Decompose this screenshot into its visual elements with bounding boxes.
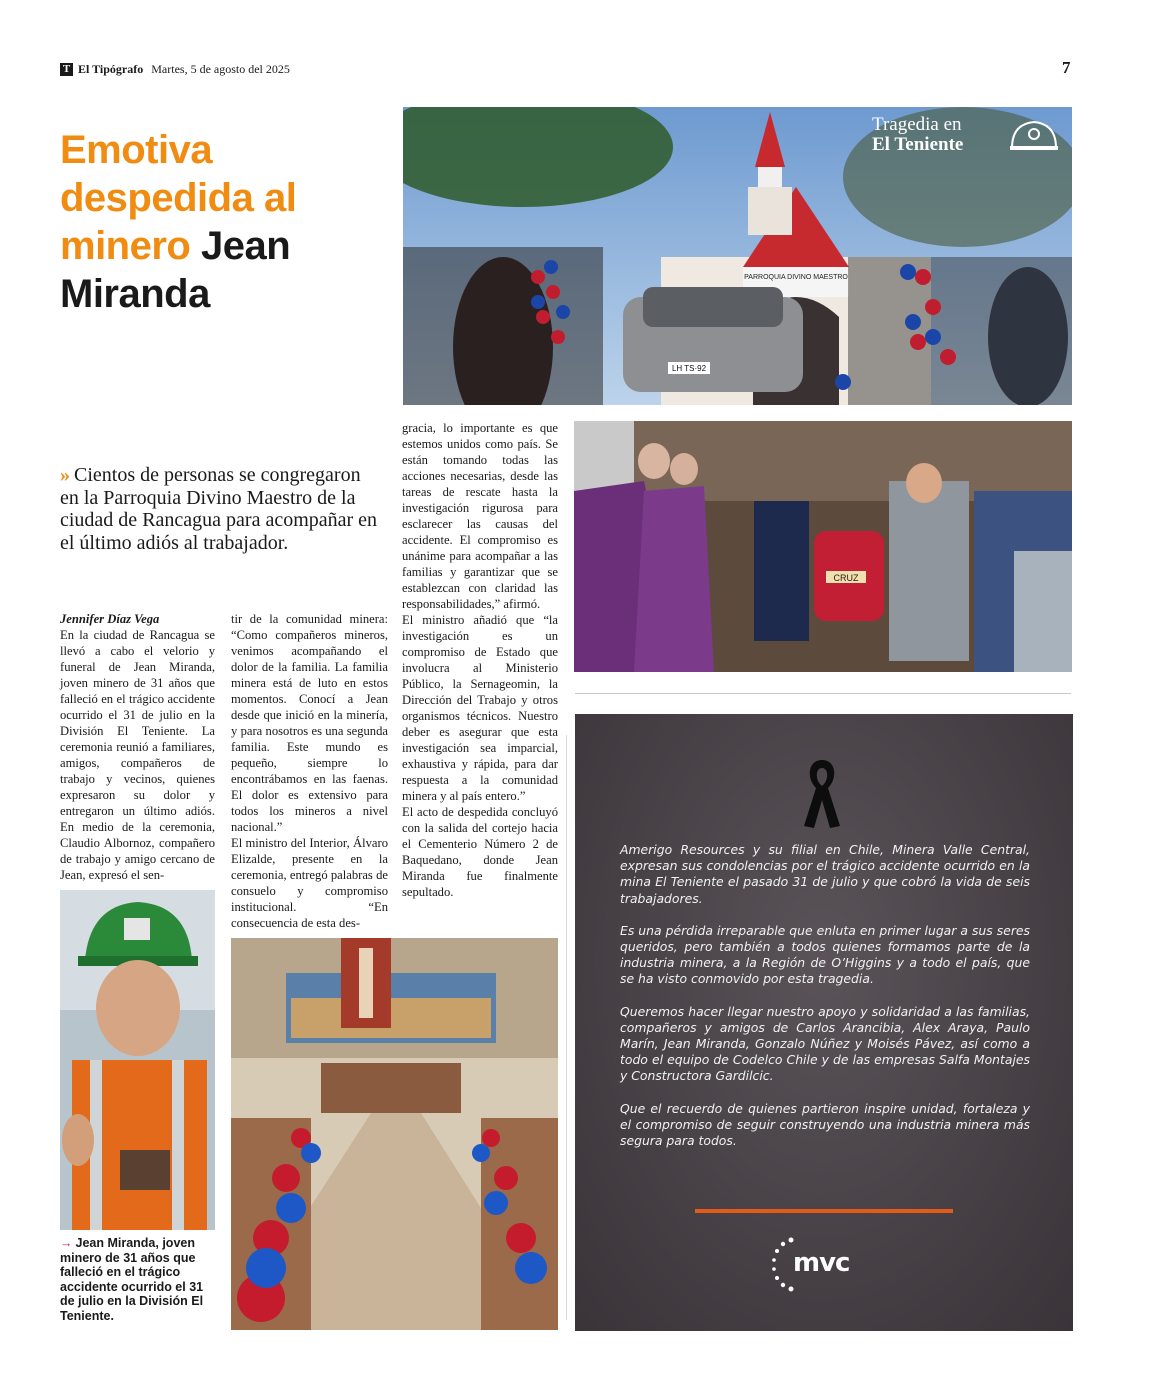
publication-name: El Tipógrafo — [78, 61, 144, 76]
issue-date: Martes, 5 de agosto del 2025 — [151, 61, 290, 76]
article-column-1 — [60, 611, 215, 883]
lede-text: Cientos de personas se congregaron en la Parroquia Divino Maestro de la ciudad de Rancagua para acompañar en el último adiós al trabajador. — [60, 464, 378, 554]
mourning-ribbon-icon — [800, 752, 844, 832]
section-divider — [575, 693, 1071, 694]
article-paragraph: tir de la comunidad minera: “Como compañeros mineros, venimos acompañando el dolor de la familia. La familia minera está de luto en estos momentos. Conocí a Jean desde que inició en la minería, y para nosotros es una segunda familia. Este mundo es pequeño, siempre lo encontrábamos en las faenas. El dolor es extensivo para todos los mineros a nivel nacional.” — [231, 612, 388, 834]
page-number: 7 — [1062, 58, 1071, 77]
condolence-paragraph: Es una pérdida irreparable que enluta en primer lugar a sus seres queridos, pero también a todos quienes formamos parte de la industria minera, a la Región de O’Higgins y a todo el país, que se ha visto conmovido por esta tragedia. — [620, 922, 1030, 987]
mvc-logo — [771, 1236, 881, 1292]
section-tag — [872, 115, 963, 155]
condolence-notice — [575, 714, 1073, 1331]
article-paragraph: El ministro añadió que “la investigación es un compromiso de Estado que involucra al Ministerio Público, la Sernageomin, la Dirección del Trabajo y otros organismos técnicos. Nuestro deber es asegurar que esta investigación sea imparcial, exhaustiva y rápida, para dar respuesta a la comunidad minera y al país entero.” — [402, 613, 558, 803]
article-paragraph: gracia, lo importante es que estemos unidos como país. Se están tomando todas las acciones necesarias, desde las tareas de rescate hasta la investigación rigurosa para esclarecer las causas del accidente. El compromiso es unánime para acompañar a las familias y garantizar que se establezcan con claridad las responsabilidades,” afirmó. — [402, 421, 558, 611]
logo-text: mvc — [793, 1248, 850, 1278]
article-paragraph: El acto de despedida concluyó con la salida del cortejo hacia el Cementerio Número 2 de Baquedano, donde Jean Miranda fue finalmente sepultado. — [402, 805, 558, 899]
article-column-3 — [402, 420, 558, 900]
headline-name: Jean Miranda — [60, 224, 291, 316]
church-sign: PARROQUIA DIVINO MAESTRO — [744, 274, 848, 281]
lede — [60, 464, 380, 554]
headline — [60, 126, 390, 318]
funeral-procession-photo — [574, 421, 1072, 672]
headline-highlight: Emotiva despedida al minero — [60, 128, 297, 268]
article-paragraph: El ministro del Interior, Álvaro Elizalde, presente en la ceremonia, entregó palabras de consuelo y compromiso institucional. “En consecuencia de esta des- — [231, 836, 388, 930]
condolence-paragraph: Queremos hacer llegar nuestro apoyo y solidaridad a las familias, compañeros y amigos de Carlos Arancibia, Alex Araya, Paulo Marín, Jean Miranda, Gonzalo Núñez y Moisés Pávez, así como a todo el equipo de Codelco Chile y de las empresas Salfa Montajes y Constructora Gardilcic. — [620, 1003, 1030, 1084]
section-tag-line2: El Teniente — [872, 134, 964, 155]
masthead — [60, 60, 290, 78]
quote-mark-icon: » — [60, 464, 70, 486]
photo-caption — [60, 1236, 220, 1323]
arrow-right-icon: → — [60, 1236, 73, 1250]
coffin-text: CRUZ — [833, 573, 859, 583]
accent-bar — [695, 1209, 953, 1213]
publication-logo: T — [60, 63, 73, 76]
article-column-2 — [231, 611, 388, 931]
car-plate: LH TS·92 — [671, 364, 707, 373]
church-interior-photo — [231, 938, 558, 1330]
condolence-paragraph: Que el recuerdo de quienes partieron inspire unidad, fortaleza y el compromiso de seguir construyendo una industria minera más segura para todos. — [620, 1100, 1030, 1149]
article-paragraph: En la ciudad de Rancagua se llevó a cabo el velorio y funeral de Jean Miranda, joven minero de 31 años que falleció en el trágico accidente ocurrido el 31 de julio en la División El Teniente. La ceremonia reunió a familiares, amigos, compañeros de trabajo y vecinos, quienes expresaron su dolor y entregaron un último adiós. En medio de la ceremonia, Claudio Albornoz, compañero de trabajo y amigo cercano de Jean, expresó el sen- — [60, 628, 215, 882]
section-tag-line1: Tragedia en — [872, 114, 962, 135]
byline: Jennifer Díaz Vega — [60, 612, 160, 626]
portrait-photo — [60, 890, 215, 1230]
condolence-text — [620, 842, 1030, 1165]
mining-helmet-icon — [1008, 112, 1060, 154]
logo-dots-icon — [771, 1236, 795, 1292]
condolence-paragraph: Amerigo Resources y su filial en Chile, Minera Valle Central, expresan sus condolencias por el trágico accidente ocurrido en la mina El Teniente el pasado 31 de julio y que cobró la vida de seis trabajadores. — [620, 842, 1030, 906]
column-rule — [566, 735, 567, 1320]
church-exterior-photo — [403, 107, 1072, 405]
caption-text: Jean Miranda, joven minero de 31 años que falleció en el trágico accidente ocurrido el 31 de julio en la División El Teniente. — [60, 1236, 204, 1323]
